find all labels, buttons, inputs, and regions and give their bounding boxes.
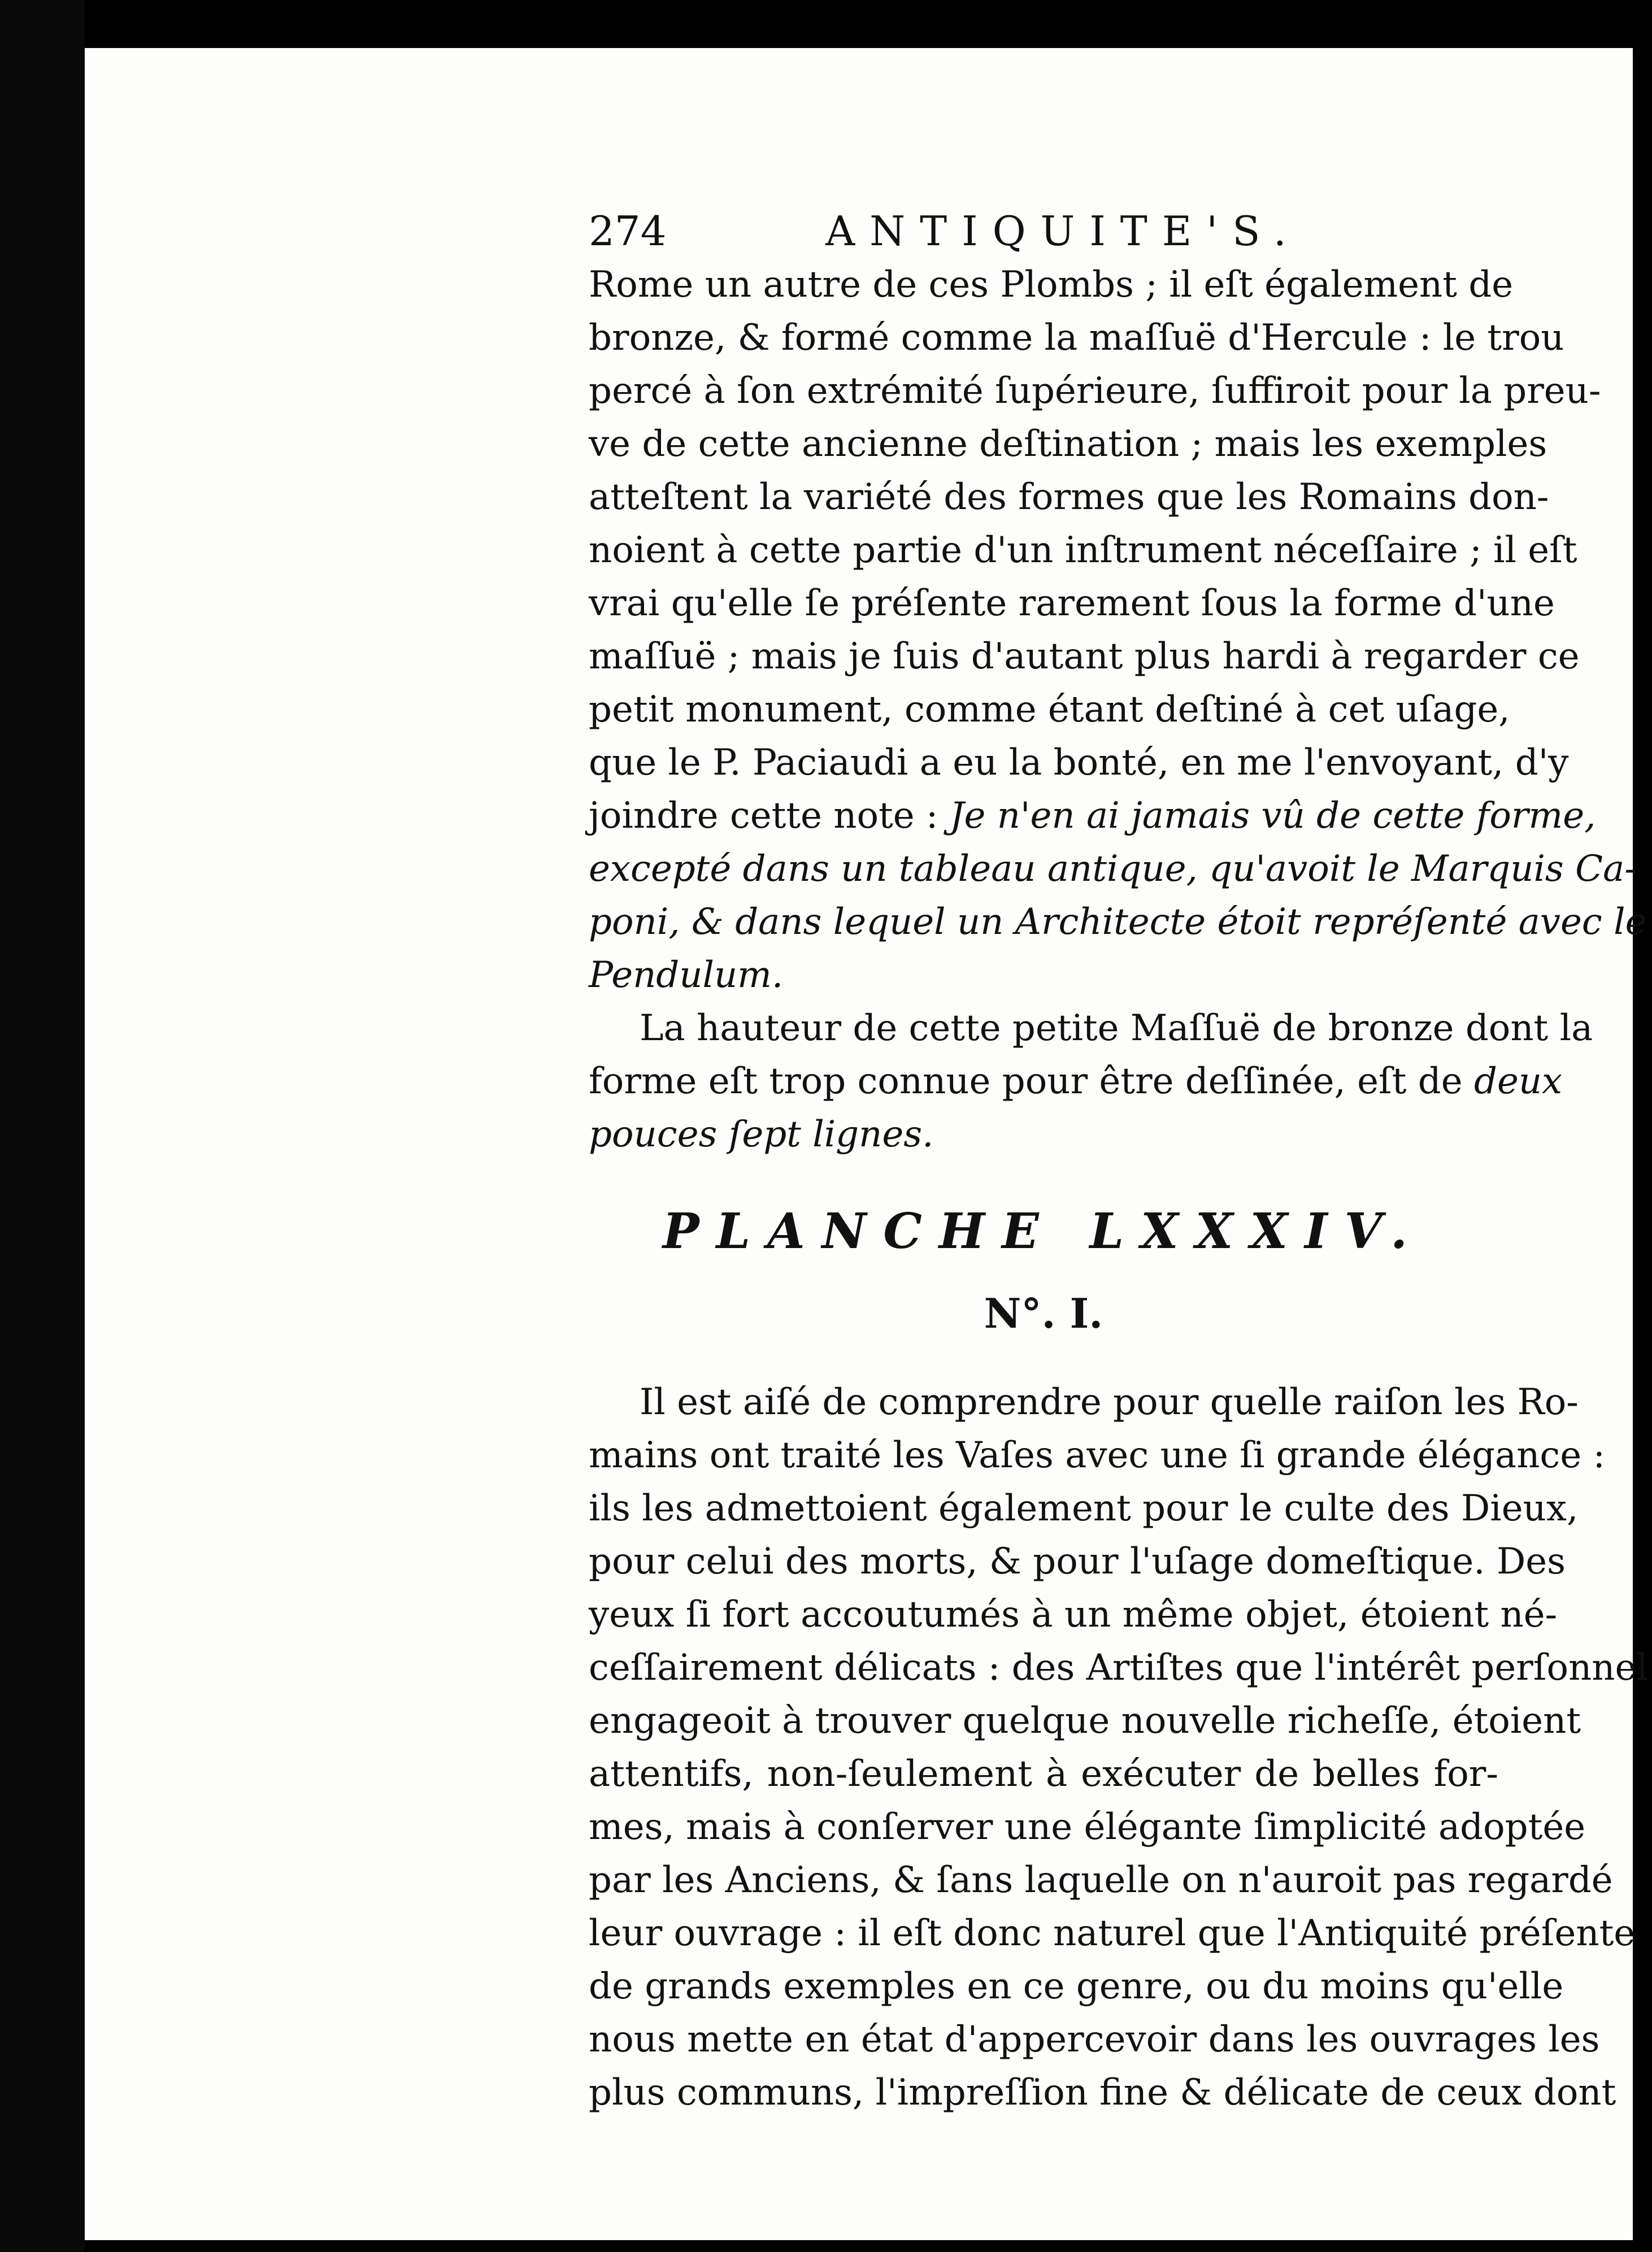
text-line: attentifs, non-ſeulement à exécuter de belles for- <box>589 1753 1498 1795</box>
text-line: que le P. Paciaudi a eu la bonté, en me l'envoyant, d'y <box>589 742 1569 784</box>
text-line: pour celui des morts, & pour l'uſage domeſtique. Des <box>589 1541 1566 1583</box>
text-line: La hauteur de cette petite Maſſuë de bronze dont la <box>640 1007 1593 1049</box>
text-line: plus communs, l'impreſſion fine & délicate de ceux dont <box>589 2072 1616 2114</box>
paragraph-3 <box>589 1376 1648 2119</box>
text-line: nous mette en état d'appercevoir dans les ouvrages les <box>589 2019 1600 2060</box>
text-line-mixed <box>589 789 1596 842</box>
italic-run: deux <box>1473 1060 1563 1102</box>
text-line: leur ouvrage : il eſt donc naturel que l'Antiquité préſente <box>589 1912 1636 1954</box>
plate-heading: PLANCHE LXXXIV. <box>662 1203 1425 1260</box>
running-title: ANTIQUITE'S. <box>825 207 1301 255</box>
page-number: 274 <box>589 207 667 255</box>
plate-number: N°. I. <box>984 1289 1103 1337</box>
running-head <box>589 205 1498 258</box>
text-line: noient à cette partie d'un inſtrument néceſſaire ; il eſt <box>589 529 1577 571</box>
text-block <box>589 205 1648 2119</box>
text-line: ve de cette ancienne deſtination ; mais les exemples <box>589 423 1547 465</box>
paragraph-2 <box>589 1002 1593 1161</box>
text-line: petit monument, comme étant deſtiné à cet uſage, <box>589 689 1510 731</box>
paragraph-1 <box>589 258 1647 1002</box>
text-line: Rome un autre de ces Plombs ; il eſt également de <box>589 264 1514 306</box>
text-line: mes, mais à conſerver une élégante ſimplicité adoptée <box>589 1806 1586 1848</box>
text-line: par les Anciens, & ſans laquelle on n'auroit pas regardé <box>589 1859 1613 1901</box>
quotation-run: Je n'en ai jamais vû de cette forme, <box>949 795 1596 837</box>
text-line: percé à ſon extrémité ſupérieure, ſuffiroit pour la preu- <box>589 370 1601 412</box>
text-line: Il est aiſé de comprendre pour quelle raiſon les Ro- <box>640 1381 1579 1423</box>
scan-border <box>0 0 85 2252</box>
text-line: maſſuë ; mais je ſuis d'autant plus hardi à regarder ce <box>589 636 1580 677</box>
quotation-line: Pendulum. <box>589 954 784 996</box>
text-line: mains ont traité les Vaſes avec une ſi grande élégance : <box>589 1434 1606 1476</box>
quotation-line: excepté dans un tableau antique, qu'avoit le Marquis Ca- <box>589 848 1637 890</box>
text-line: bronze, & formé comme la maſſuë d'Hercule : le trou <box>589 317 1564 359</box>
text-run: joindre cette note : <box>589 795 950 837</box>
quotation-line: poni, & dans lequel un Architecte étoit repréſenté avec le <box>589 901 1647 943</box>
text-line-mixed <box>589 1055 1563 1108</box>
text-line: atteſtent la variété des formes que les Romains don- <box>589 476 1549 518</box>
text-line: ils les admettoient également pour le culte des Dieux, <box>589 1488 1579 1529</box>
text-line: engageoit à trouver quelque nouvelle richeſſe, étoient <box>589 1700 1581 1742</box>
text-line: yeux ſi fort accoutumés à un même objet, étoient né- <box>589 1594 1558 1636</box>
text-run: forme eſt trop connue pour être deſſinée, eſt de <box>589 1060 1474 1102</box>
text-line: de grands exemples en ce genre, ou du moins qu'elle <box>589 1966 1564 2007</box>
text-line: pouces ſept lignes. <box>589 1114 934 1155</box>
text-line: vrai qu'elle ſe préſente rarement ſous la forme d'une <box>589 582 1555 624</box>
text-line: ceſſairement délicats : des Artiſtes que l'intérêt perſonnel <box>589 1647 1648 1689</box>
